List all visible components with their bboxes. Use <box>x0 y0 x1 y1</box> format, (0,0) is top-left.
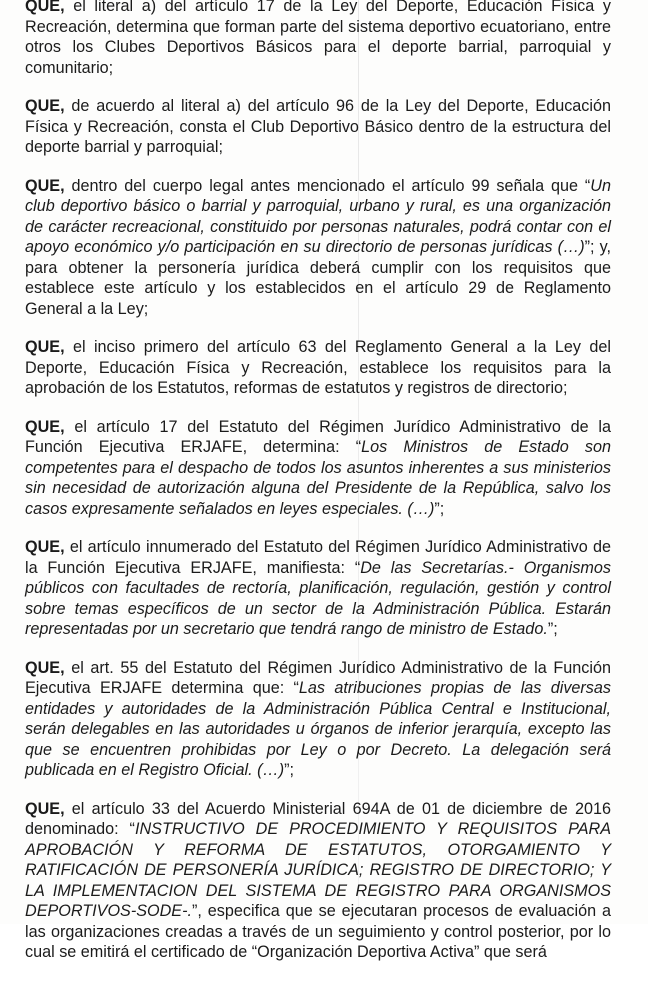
quoted-text: Las atribuciones propias de las diversas entidades y autoridades de la Administración Pública Central e Institucional, serán delegables en las autoridades u órganos de inferior jerarquía, excepto las que se encuentren prohibidas por Ley o por Decreto. La delegación será publicada en el Registro Oficial. (…) <box>25 679 611 779</box>
que-lead: QUE, <box>25 417 65 436</box>
considerando-paragraph <box>25 0 611 78</box>
considerando-paragraph <box>25 537 611 640</box>
que-lead: QUE, <box>25 97 65 115</box>
paragraph-text: el inciso primero del artículo 63 del Reglamento General a la Ley del Deporte, Educación Física y Recreación, establece los requisitos para la aprobación de los Estatutos, reformas de estatutos y registros de directorio; <box>25 338 611 397</box>
considerando-paragraph <box>25 658 611 781</box>
paragraph-text: el literal a) del artículo 17 de la Ley del Deporte, Educación Física y Recreación, determina que forman parte del sistema deportivo ecuatoriano, entre otros los Clubes Deportivos Básicos para el deporte barrial, parroquial y comunitario; <box>25 0 611 77</box>
considerando-paragraph <box>25 96 611 158</box>
paragraph-text: de acuerdo al literal a) del artículo 96 de la Ley del Deporte, Educación Física y Recreación, consta el Club Deportivo Básico dentro de la estructura del deporte barrial y parroquial; <box>25 97 611 156</box>
considerando-paragraph <box>25 417 611 520</box>
paragraph-text: el artículo innumerado del Estatuto del Régimen Jurídico Administrativo de la Función Ejecutiva ERJAFE, manifiesta: “ <box>25 538 611 577</box>
paragraph-text: dentro del cuerpo legal antes mencionado el artículo 99 señala que “ <box>64 176 591 195</box>
que-lead: QUE, <box>25 176 65 195</box>
que-lead: QUE, <box>25 0 65 15</box>
considerando-paragraph <box>25 176 611 320</box>
considerando-paragraph <box>25 799 611 963</box>
quoted-text: Un club deportivo básico o barrial y parroquial, urbano y rural, es una organización de carácter recreacional, constituido por personas naturales, podrá contar con el apoyo económico y/o participación en su directorio de personas jurídicas (…) <box>25 176 611 256</box>
que-lead: QUE, <box>25 658 65 677</box>
paragraph-text: el art. 55 del Estatuto del Régimen Jurídico Administrativo de la Función Ejecutiva ERJAFE determina que: “ <box>25 658 611 697</box>
que-lead: QUE, <box>25 799 65 818</box>
paragraph-text: ”; y, para obtener la personería jurídica deberá cumplir con los requisitos que establece este artículo y los establecidos en el artículo 29 de Reglamento General a la Ley; <box>25 238 611 318</box>
que-lead: QUE, <box>25 538 65 556</box>
paragraph-text: ”, especifica que se ejecutaran procesos de evaluación a las organizaciones creadas a través de un seguimiento y control posterior, por lo cual se emitirá el certificado de “Organización Deportiva Activa” que será <box>25 902 611 961</box>
considerando-paragraph <box>25 337 611 399</box>
paragraph-text: ”; <box>434 499 445 518</box>
quoted-text: Los Ministros de Estado son competentes para el despacho de todos los asuntos inherentes a sus ministerios sin necesidad de autorización alguna del Presidente de la República, salvo los casos expresamente señalados en leyes especiales. (…) <box>25 438 611 518</box>
paragraph-text: ”; <box>547 620 558 638</box>
quoted-text: INSTRUCTIVO DE PROCEDIMIENTO Y REQUISITOS PARA APROBACIÓN Y REFORMA DE ESTATUTOS, OTORGAMIENTO Y RATIFICACIÓN DE PERSONERÍA JURÍDICA; REGISTRO DE DIRECTORIO; Y LA IMPLEMENTACION DEL SISTEMA DE REGISTRO PARA ORGANISMOS DEPORTIVOS-SODE-. <box>25 820 611 920</box>
paragraph-text: el artículo 17 del Estatuto del Régimen Jurídico Administrativo de la Función Ejecutiva ERJAFE, determina: “ <box>25 417 611 456</box>
document-body <box>25 0 611 981</box>
paragraph-text: el artículo 33 del Acuerdo Ministerial 694A de 01 de diciembre de 2016 denominado: “ <box>25 799 611 838</box>
paragraph-text: ”; <box>284 761 295 779</box>
que-lead: QUE, <box>25 338 65 356</box>
quoted-text: De las Secretarías.- Organismos públicos con facultades de rectoría, planificación, regulación, gestión y control sobre temas específicos de un sector de la Administración Pública. Estarán representadas por un secretario que tendrá rango de ministro de Estado. <box>25 558 611 638</box>
